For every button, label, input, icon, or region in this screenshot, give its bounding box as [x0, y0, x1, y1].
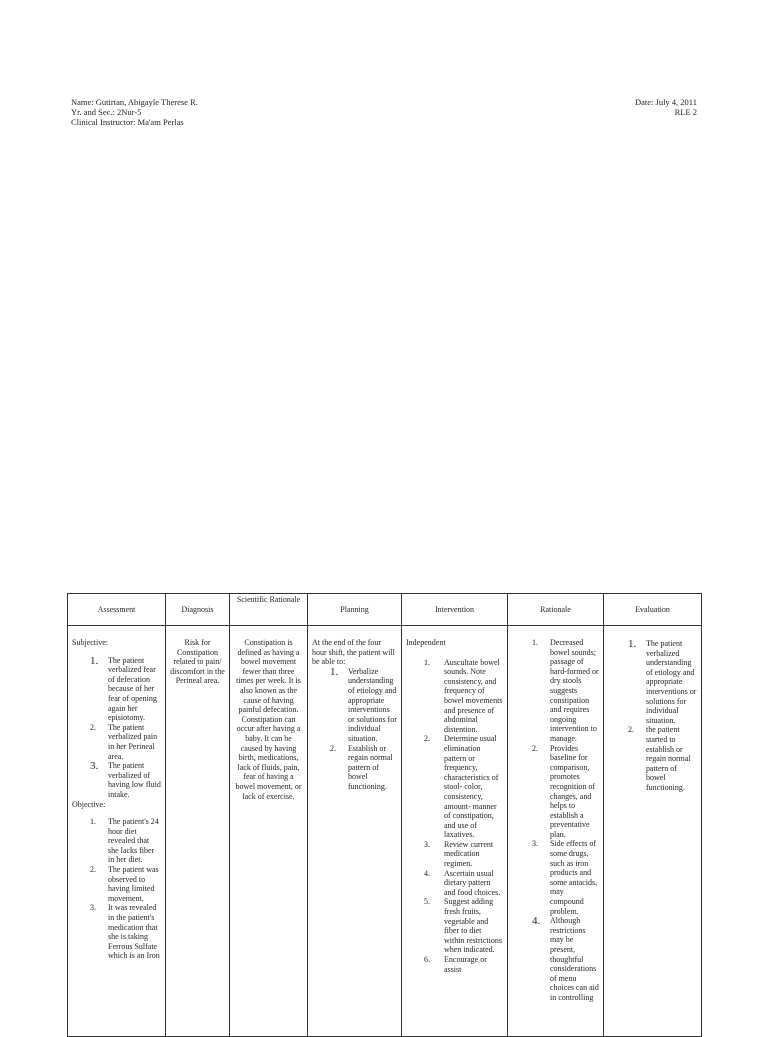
list-item: 1. The patient verbalized understanding of etiology and appropriate interventions or solutions for individual situation.	[628, 638, 697, 725]
student-name: Name: Gutirtan, Abigayle Therese R.	[71, 97, 198, 107]
rationale-cell	[508, 626, 604, 1037]
evaluation-cell	[604, 626, 702, 1037]
subjective-list	[90, 656, 161, 800]
list-item: 3. Review current medication regimen.	[424, 839, 494, 869]
list-item: 5. Suggest adding fresh fruits, vegetable and fiber to diet within restrictions when indicated.	[424, 897, 502, 955]
list-item: 2. Establish or regain normal pattern of bowel functioning.	[330, 743, 393, 791]
planning-cell	[308, 626, 402, 1037]
list-item: 1. Verbalize understanding of etiology and appropriate interventions or solutions for individual situation.	[330, 665, 397, 743]
list-item: 1. The patient's 24 hour diet revealed that she lacks fiber in her diet.	[90, 817, 159, 865]
list-item: 6. Encourage or assist	[424, 955, 487, 974]
list-item: 3. The patient verbalized of having low fluid intake.	[90, 760, 161, 799]
table-header-row	[68, 594, 702, 626]
list-item: 4. Although restrictions may be present, thoughtful considerations of menu choices can aid in controlling	[532, 915, 599, 1002]
header-left	[71, 97, 198, 127]
diagnosis-text: Risk for Constipation related to pain/ discomfort in the Perineal area.	[170, 638, 225, 686]
header-scientific-rationale: Scientific Rationale	[230, 594, 308, 626]
intervention-label: Independent	[406, 638, 446, 647]
scientific-rationale-cell	[230, 626, 308, 1037]
list-item: 1. Auscultate bowel sounds. Note consistency, and frequency of bowel movements and presence of abdominal distention.	[424, 657, 503, 734]
header-evaluation: Evaluation	[604, 594, 702, 626]
intervention-cell	[402, 626, 508, 1037]
scientific-rationale-text: Constipation is defined as having a bowel movement fewer than three times per week. It is also known as the cause of having painful defecation. Constipation can occur after having a baby. It can be caused by having birth, medications, lack of fluids, pain, fear of having a bowel movement, or lack of exercise.	[235, 638, 302, 801]
table-row	[68, 626, 702, 1037]
intervention-list	[424, 658, 503, 975]
rationale-list	[532, 638, 599, 1003]
assessment-cell	[68, 626, 166, 1037]
rle-label: RLE 2	[674, 107, 697, 117]
planning-list	[330, 667, 397, 792]
year-section: Yr. and Sec.: 2Nur-5	[71, 107, 142, 117]
date: Date: July 4, 2011	[634, 97, 697, 107]
header-intervention: Intervention	[402, 594, 508, 626]
list-item: 2. The patient was observed to having limited movement.	[90, 865, 159, 903]
list-item: 3. It was revealed in the patient's medication that she is taking Ferrous Sulfate which is an Iron	[90, 903, 160, 961]
objective-list	[90, 817, 161, 961]
header-assessment: Assessment	[68, 594, 166, 626]
list-item: 4. Ascertain usual dietary pattern and food choices.	[424, 868, 501, 897]
clinical-instructor: Clinical Instructor: Ma'am Perlas	[71, 117, 184, 127]
list-item: 1. Decreased bowel sounds; passage of hard-formed or dry stools suggests constipation and requires ongoing intervention to manage.	[532, 638, 599, 743]
evaluation-list	[628, 639, 697, 793]
list-item: 2. The patient verbalized pain in her Perineal area.	[90, 722, 158, 761]
list-item: 2. the patient started to establish or regain normal pattern of bowel functioning.	[628, 725, 691, 792]
planning-intro: At the end of the four hour shift, the patient will be able to:	[312, 638, 395, 667]
list-item: 3. Side effects of some drugs, such as iron products and some antacids, may compound problem.	[532, 839, 598, 916]
subjective-label: Subjective:	[72, 638, 108, 647]
objective-label: Objective:	[72, 799, 106, 809]
nursing-care-plan-table	[67, 593, 702, 1037]
header-right	[635, 97, 697, 117]
header-planning: Planning	[308, 594, 402, 626]
diagnosis-cell	[166, 626, 230, 1037]
header-diagnosis: Diagnosis	[166, 594, 230, 626]
list-item: 1. The patient verbalized fear of defecation because of her fear of opening again her episiotomy.	[90, 654, 157, 723]
list-item: 2. Determine usual elimination pattern or frequency, characteristics of stool- color, consistency, amount- manner of constipation, and use of laxatives.	[424, 734, 499, 840]
header-rationale: Rationale	[508, 594, 604, 626]
list-item: 2. Provides baseline for comparison, promotes recognition of changes, and helps to establish a preventative plan.	[532, 743, 596, 839]
